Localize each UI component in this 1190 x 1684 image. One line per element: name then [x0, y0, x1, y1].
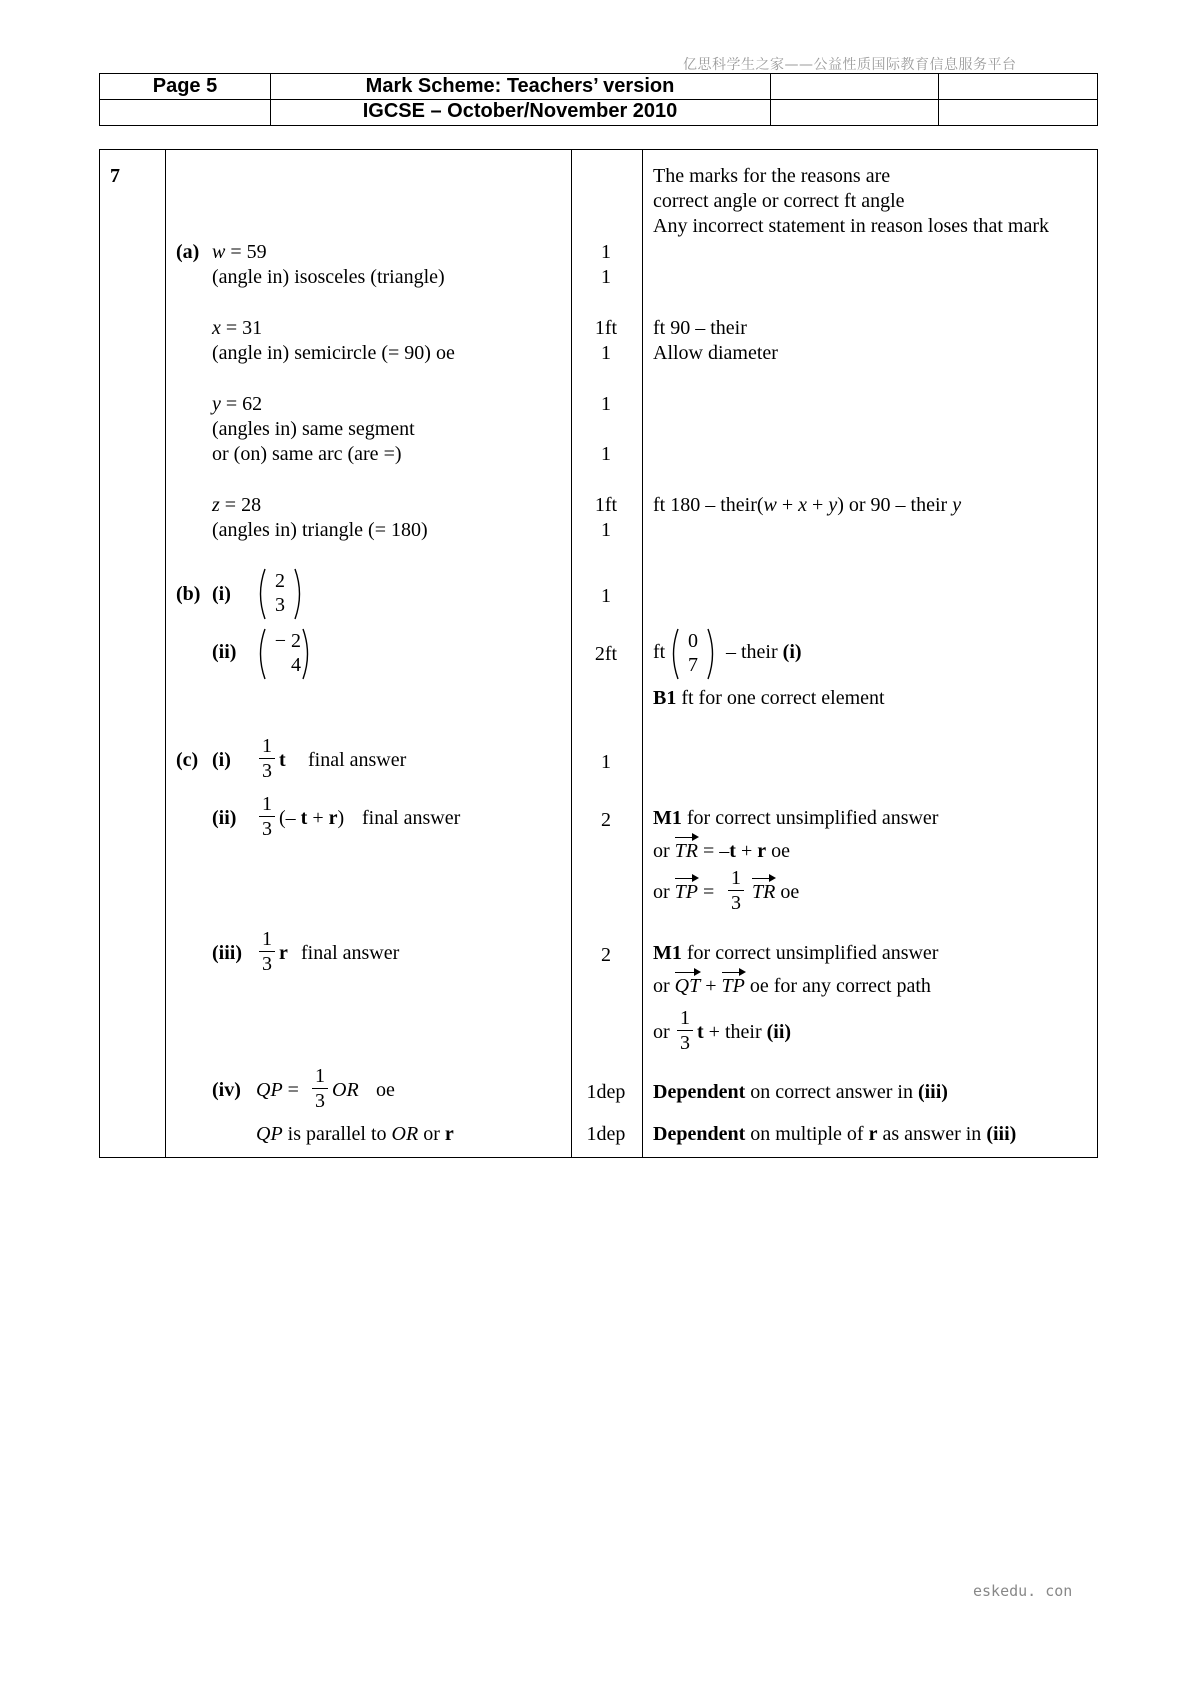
fraction-c-iii: 1 3: [259, 928, 275, 975]
note-c-ii-tr: or TR = –t + r oe: [653, 840, 791, 862]
note-c-ii-m1: M1 for correct unsimplified answer: [653, 807, 939, 829]
answer-y: y = 62: [212, 393, 263, 415]
note-b-ii-rest: – their (i): [726, 641, 802, 663]
intro-note-3: Any incorrect statement in reason loses that mark: [653, 215, 1049, 237]
answer-w: w = 59: [212, 241, 267, 263]
note-b-ii-ft: ft: [653, 641, 666, 663]
footer-site: eskedu. con: [973, 1582, 1073, 1600]
fraction-c-i: 1 3: [259, 735, 275, 782]
intro-note-2: correct angle or correct ft angle: [653, 190, 905, 212]
answer-z: z = 28: [212, 494, 262, 516]
header-title: Mark Scheme: Teachers’ version: [365, 75, 675, 97]
part-a-label: (a): [176, 241, 200, 263]
question-number: 7: [110, 165, 120, 187]
reason-z: (angles in) triangle (= 180): [212, 519, 428, 541]
reason-w: (angle in) isosceles (triangle): [212, 266, 445, 288]
note-c-iv-1: Dependent on correct answer in (iii): [653, 1081, 948, 1103]
part-c-iii-label: (iii): [212, 942, 242, 964]
answer-c-iv-qp: QP =: [256, 1079, 299, 1101]
part-c-label: (c): [176, 749, 199, 771]
part-c-ii-label: (ii): [212, 807, 237, 829]
column-vector-b-i: 2 3: [255, 567, 305, 621]
part-b-i-label: (i): [212, 583, 231, 605]
mark-x: 1ft: [594, 317, 618, 339]
mark-b-ii: 2ft: [594, 643, 618, 665]
note-x: ft 90 – their: [653, 317, 747, 339]
note-c-ii-tp: or TP =: [653, 881, 715, 903]
answer-x: x = 31: [212, 317, 263, 339]
answer-c-iii-text: final answer: [301, 942, 400, 964]
part-b-label: (b): [176, 583, 201, 605]
mark-z-reason: 1: [601, 519, 611, 541]
watermark: 亿思科学生之家——公益性质国际教育信息服务平台: [683, 57, 1017, 73]
reason-x: (angle in) semicircle (= 90) oe: [212, 342, 455, 364]
mark-z: 1ft: [594, 494, 618, 516]
note-x-reason: Allow diameter: [653, 342, 778, 364]
part-c-i-label: (i): [212, 749, 231, 771]
answer-c-ii-text: final answer: [362, 807, 461, 829]
note-b-ii-b1: B1 ft for one correct element: [653, 687, 885, 709]
answer-c-i: t: [279, 749, 286, 771]
mark-y: 1: [601, 393, 611, 415]
answer-c-iv-oe: oe: [376, 1079, 395, 1101]
part-b-ii-label: (ii): [212, 641, 237, 663]
answer-c-iii: r: [279, 942, 288, 964]
page-number: Page 5: [152, 75, 218, 97]
mark-c-ii: 2: [601, 809, 611, 831]
mark-c-iv-2: 1dep: [586, 1123, 626, 1145]
note-c-iii-m1: M1 for correct unsimplified answer: [653, 942, 939, 964]
column-vector-note-b-ii: 0 7: [668, 627, 718, 681]
mark-w-reason: 1: [601, 266, 611, 288]
note-c-ii-tr2: TR oe: [752, 881, 800, 903]
fraction-note-c-iii: 1 3: [677, 1007, 693, 1054]
header-exam: IGCSE – October/November 2010: [362, 100, 678, 122]
answer-c-iv-parallel: QP is parallel to OR or r: [256, 1123, 454, 1145]
fraction-note-c-ii: 1 3: [728, 867, 744, 914]
fraction-c-iv: 1 3: [312, 1065, 328, 1112]
mark-b-i: 1: [601, 585, 611, 607]
part-c-iv-label: (iv): [212, 1079, 241, 1101]
note-c-iv-2: Dependent on multiple of r as answer in (iii): [653, 1123, 1017, 1145]
mark-c-iii: 2: [601, 944, 611, 966]
note-c-iii-rest: t + their (ii): [697, 1021, 792, 1043]
answer-c-ii: (– t + r): [279, 807, 345, 829]
note-c-iii-path: or QT + TP oe for any correct path: [653, 975, 931, 997]
intro-note-1: The marks for the reasons are: [653, 165, 891, 187]
mark-c-iv-1: 1dep: [586, 1081, 626, 1103]
mark-w: 1: [601, 241, 611, 263]
mark-y-reason: 1: [601, 443, 611, 465]
reason-y-1: (angles in) same segment: [212, 418, 415, 440]
note-c-iii-or: or: [653, 1021, 670, 1043]
fraction-c-ii: 1 3: [259, 793, 275, 840]
mark-x-reason: 1: [601, 342, 611, 364]
mark-c-i: 1: [601, 751, 611, 773]
column-vector-b-ii: − 2 4: [255, 627, 313, 681]
note-z: ft 180 – their(w + x + y) or 90 – their y: [653, 494, 962, 516]
reason-y-2: or (on) same arc (are =): [212, 443, 402, 465]
answer-c-i-text: final answer: [308, 749, 407, 771]
header-table: [99, 73, 1098, 126]
answer-c-iv-or: OR: [332, 1079, 359, 1101]
